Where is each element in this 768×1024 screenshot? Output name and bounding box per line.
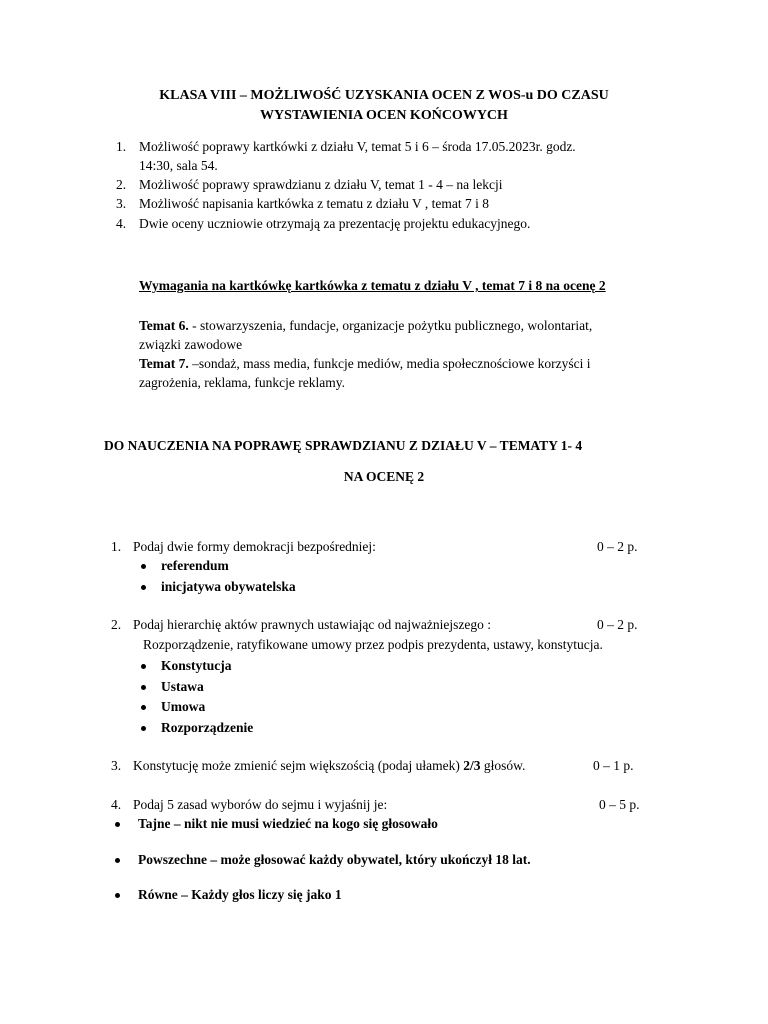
bullet-icon (141, 726, 146, 731)
bullet-icon (115, 822, 120, 827)
answer-item: Równe – Każdy głos liczy się jako 1 (138, 887, 342, 902)
question-text: Podaj 5 zasad wyborów do sejmu i wyjaśnij je: (133, 797, 388, 812)
question-text-after: głosów. (480, 758, 526, 773)
list-item-number: 3. (116, 196, 127, 211)
list-item-text: Możliwość napisania kartkówka z tematu z działu V , temat 7 i 8 (139, 196, 490, 211)
bullet-icon (141, 705, 146, 710)
document-title-line2: WYSTAWIENIA OCEN KOŃCOWYCH (260, 108, 508, 123)
answer-item: Konstytucja (161, 658, 232, 673)
question-number: 1. (111, 539, 122, 554)
bullet-icon (115, 893, 120, 898)
question-points: 0 – 5 p. (599, 797, 640, 812)
bullet-icon (141, 585, 146, 590)
question-number: 4. (111, 797, 122, 812)
list-item-text: Dwie oceny uczniowie otrzymają za prezentację projektu edukacyjnego. (139, 216, 531, 231)
temat7-line1 (139, 354, 591, 373)
list-item-number: 1. (116, 139, 127, 154)
document-title-line1: KLASA VIII – MOŻLIWOŚĆ UZYSKANIA OCEN Z WOS-u DO CZASU (159, 88, 609, 103)
question-points: 0 – 2 p. (597, 539, 638, 554)
temat6-label: Temat 6. (139, 318, 189, 333)
temat6-text: - stowarzyszenia, fundacje, organizacje pożytku publicznego, wolontariat, (188, 318, 593, 333)
bullet-icon (141, 685, 146, 690)
temat7-text: –sondaż, mass media, funkcje mediów, media społecznościowe korzyści i (188, 356, 591, 371)
answer-item: Umowa (161, 699, 206, 714)
question-subtext: Rozporządzenie, ratyfikowane umowy przez podpis prezydenta, ustawy, konstytucja. (143, 637, 603, 652)
temat7-label: Temat 7. (139, 356, 189, 371)
bullet-icon (141, 564, 146, 569)
temat6-line2: związki zawodowe (139, 337, 243, 352)
answer-item: Tajne – nikt nie musi wiedzieć na kogo się głosowało (138, 816, 438, 831)
question-number: 3. (111, 758, 122, 773)
list-item-number: 4. (116, 216, 127, 231)
question-text: Podaj hierarchię aktów prawnych ustawiając od najważniejszego : (133, 617, 491, 632)
question-answer: 2/3 (463, 758, 481, 773)
answer-item: Powszechne – może głosować każdy obywatel, który ukończył 18 lat. (138, 852, 531, 867)
question-points: 0 – 1 p. (593, 758, 634, 773)
list-item-text-continued: 14:30, sala 54. (139, 158, 218, 173)
answer-item: inicjatywa obywatelska (161, 579, 296, 594)
answer-item: Rozporządzenie (161, 720, 254, 735)
list-item-text: Możliwość poprawy sprawdzianu z działu V, temat 1 - 4 – na lekcji (139, 177, 503, 192)
question-text (133, 756, 525, 775)
list-item-text: Możliwość poprawy kartkówki z działu V, temat 5 i 6 – środa 17.05.2023r. godz. (139, 139, 576, 154)
section2-subheading: NA OCENĘ 2 (343, 469, 425, 484)
bullet-icon (141, 664, 146, 669)
requirements-heading: Wymagania na kartkówkę kartkówka z tematu z działu V , temat 7 i 8 na ocenę 2 (139, 278, 606, 293)
question-text-before: Konstytucję może zmienić sejm większością (podaj ułamek) (133, 758, 464, 773)
list-item-number: 2. (116, 177, 127, 192)
section2-heading: DO NAUCZENIA NA POPRAWĘ SPRAWDZIANU Z DZIAŁU V – TEMATY 1- 4 (104, 438, 583, 453)
question-number: 2. (111, 617, 122, 632)
question-text: Podaj dwie formy demokracji bezpośredniej: (133, 539, 376, 554)
temat6-line1 (139, 316, 592, 335)
bullet-icon (115, 858, 120, 863)
answer-item: Ustawa (161, 679, 204, 694)
answer-item: referendum (161, 558, 229, 573)
question-points: 0 – 2 p. (597, 617, 638, 632)
temat7-line2: zagrożenia, reklama, funkcje reklamy. (139, 375, 346, 390)
